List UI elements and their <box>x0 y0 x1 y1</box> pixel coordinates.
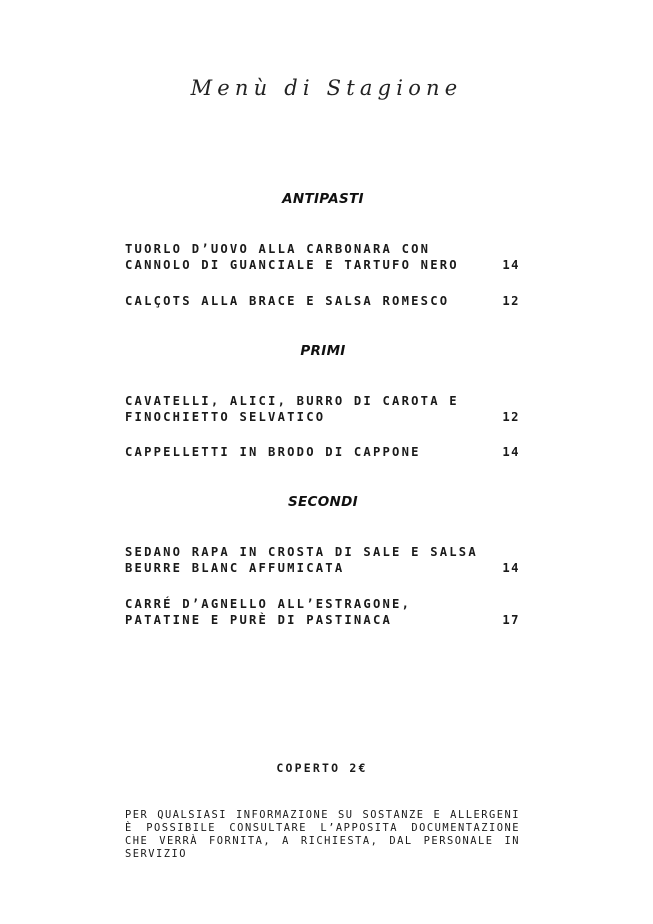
cover-charge: COPERTO 2€ <box>276 761 368 775</box>
menu-item <box>125 293 520 309</box>
menu-item-name: CAVATELLI, ALICI, BURRO DI CAROTA E FINOCHIETTO SELVATICO <box>125 394 459 424</box>
menu-item <box>125 596 520 628</box>
menu-item-name: CARRÉ D’AGNELLO ALL’ESTRAGONE, PATATINE E PURÈ DI PASTINACA <box>125 597 412 627</box>
menu-item-price: 12 <box>502 294 520 308</box>
menu-item-name: SEDANO RAPA IN CROSTA DI SALE E SALSA BEURRE BLANC AFFUMICATA <box>125 545 478 575</box>
menu-item-price: 14 <box>502 561 520 575</box>
menu-item-price: 14 <box>502 445 520 459</box>
section-heading-primi: PRIMI <box>300 343 346 359</box>
menu-item-name: CAPPELLETTI IN BRODO DI CAPPONE <box>125 445 421 459</box>
menu-item <box>125 444 520 460</box>
menu-item-price: 17 <box>502 613 520 627</box>
menu-title: Menù di Stagione <box>190 76 463 100</box>
menu-item <box>125 241 520 273</box>
menu-item-price: 14 <box>502 258 520 272</box>
menu-item <box>125 393 520 425</box>
menu-item-name: CALÇOTS ALLA BRACE E SALSA ROMESCO <box>125 294 450 308</box>
section-heading-secondi: SECONDI <box>288 494 358 510</box>
section-heading-antipasti: ANTIPASTI <box>282 191 364 207</box>
menu-item-price: 12 <box>502 410 520 424</box>
menu-item <box>125 544 520 576</box>
menu-item-name: TUORLO D’UOVO ALLA CARBONARA CON CANNOLO DI GUANCIALE E TARTUFO NERO <box>125 242 459 272</box>
allergen-note: PER QUALSIASI INFORMAZIONE SU SOSTANZE E ALLERGENI È POSSIBILE CONSULTARE L’APPOSITA DOCUMENTAZIONE CHE VERRÀ FORNITA, A RICHIESTA, DAL PERSONALE IN SERVIZIO <box>125 809 520 860</box>
